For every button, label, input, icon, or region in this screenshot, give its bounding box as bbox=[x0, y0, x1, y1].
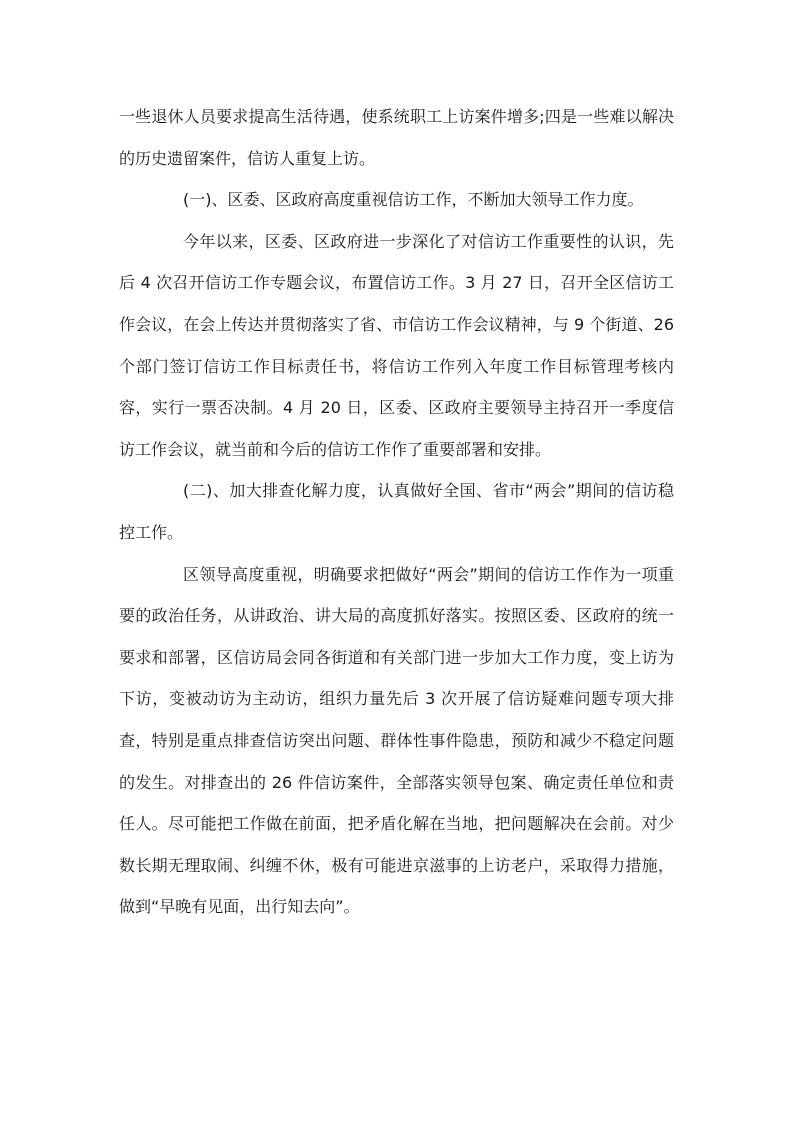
paragraph-meetings: 今年以来，区委、区政府进一步深化了对信访工作重要性的认识，先后 4 次召开信访工作专题会议，布置信访工作。3 月 27 日，召开全区信访工作会议，在会上传达并贯彻落实了省、市信访工作会议精神，与 9 个街道、26 个部门签订信访工作目标责任书，将信访工作列入年度工作目标管理考核内容，实行一票否决制。4 月 20 日，区委、区政府主要领导主持召开一季度信访工作会议，就当前和今后的信访工作作了重要部署和安排。 bbox=[119, 231, 674, 459]
document-body bbox=[119, 96, 674, 928]
section-heading-two: (二)、加大排查化解力度，认真做好全国、省市“两会”期间的信访稳控工作。 bbox=[119, 481, 674, 542]
section-heading-one: (一)、区委、区政府高度重视信访工作，不断加大领导工作力度。 bbox=[183, 190, 644, 210]
paragraph-two-sessions: 区领导高度重视，明确要求把做好“两会”期间的信访工作作为一项重要的政治任务，从讲政治、讲大局的高度抓好落实。按照区委、区政府的统一要求和部署，区信访局会同各街道和有关部门进一步加大工作力度，变上访为下访，变被动访为主动访，组织力量先后 3 次开展了信访疑难问题专项大排查，特别是重点排查信访突出问题、群体性事件隐患，预防和减少不稳定问题的发生。对排查出的 26 件信访案件，全部落实领导包案、确定责任单位和责任人。尽可能把工作做在前面，把矛盾化解在当地，把问题解决在会前。对少数长期无理取闹、纠缠不休，极有可能进京滋事的上访老户，采取得力措施，做到“早晚有见面，出行知去向”。 bbox=[119, 564, 674, 917]
paragraph-continuation: 一些退休人员要求提高生活待遇，使系统职工上访案件增多;四是一些难以解决的历史遗留案件，信访人重复上访。 bbox=[119, 107, 674, 168]
